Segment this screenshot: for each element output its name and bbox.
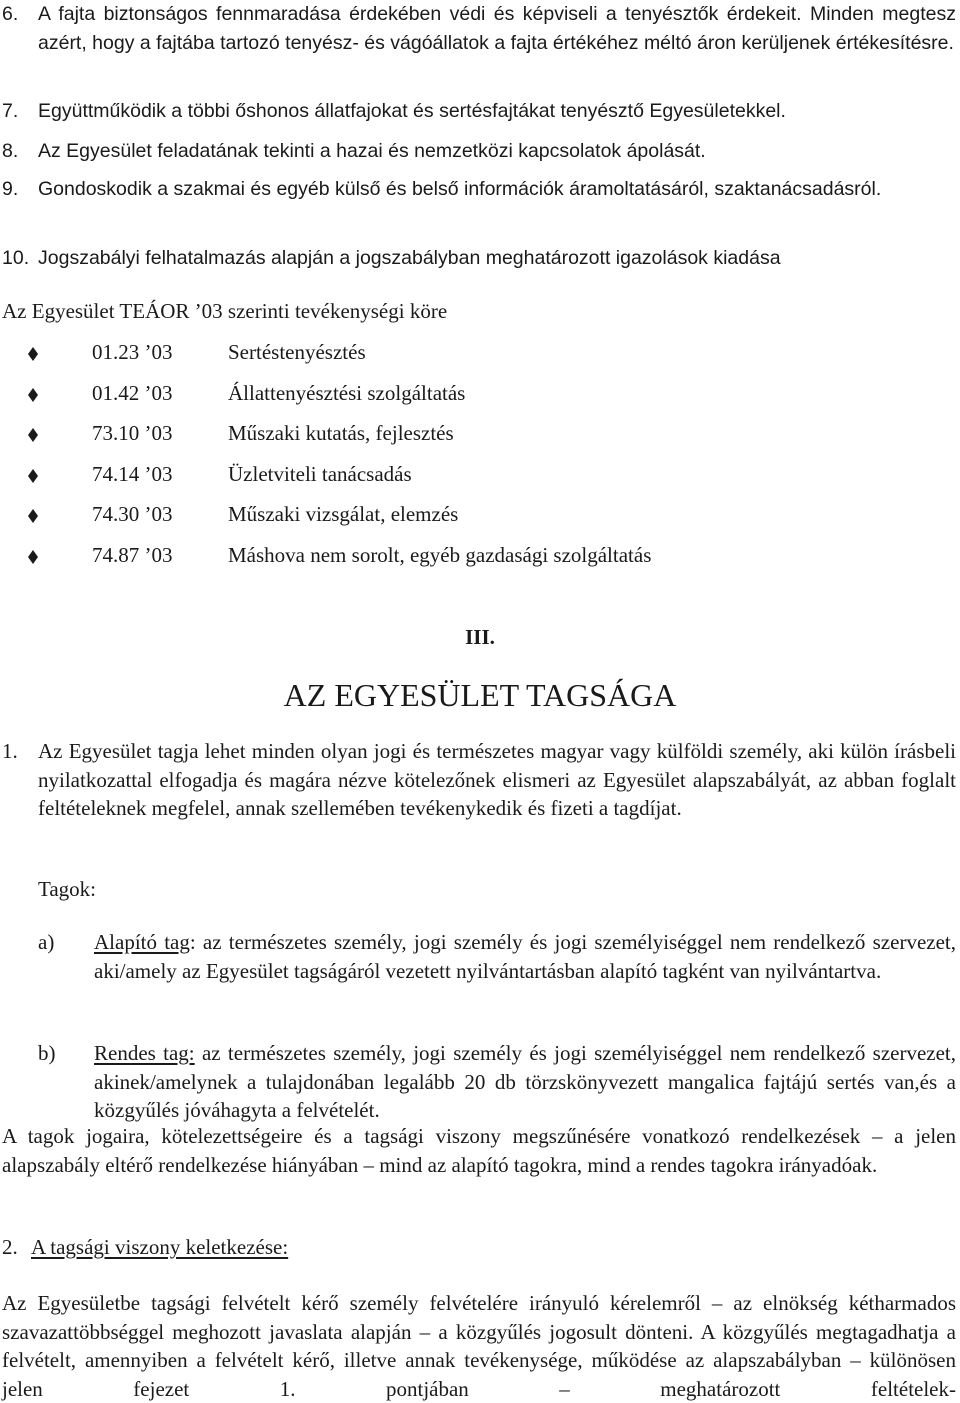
activity-heading: Az Egyesület TEÁOR ’03 szerinti tevékenységi köre [2,299,448,323]
diamond-bullet-icon [28,347,38,361]
activity-code: 74.14 ’03 [92,462,173,486]
paragraph-number: 1. [2,739,18,763]
list-item [2,244,956,273]
diamond-bullet-icon [28,388,38,402]
activity-description: Műszaki vizsgálat, elemzés [228,502,459,526]
activity-description: Állattenyésztési szolgáltatás [228,381,466,405]
list-item [2,137,956,166]
chapter-number-text: III. [465,625,495,649]
item-text: Együttműködik a többi őshonos állatfajokat és sertésfajtákat tenyésztő Egyesületekkel. [38,100,786,122]
rights-paragraph: A tagok jogaira, kötelezettségeire és a tagsági viszony megszűnésére vonatkozó rendelkezések – a jelen alapszabály eltérő rendelkezése hiányában – mind az alapító tagokra, mind a rendes tagokra irányadóak. [2,1124,956,1177]
member-type-text [94,1039,956,1125]
chapter-title: AZ EGYESÜLET TAGSÁGA [283,677,677,713]
list-item [2,175,956,204]
activity-code: 01.42 ’03 [92,381,173,405]
member-type-item [38,1039,956,1125]
paragraph-2-heading [2,1233,288,1262]
paragraph-title: A tagsági viszony keletkezése: [31,1235,289,1259]
member-type-text [94,928,956,985]
list-item [2,0,956,57]
item-text: A fajta biztonságos fennmaradása érdekében védi és képviseli a tenyésztők érdekeit. Minden megtesz azért, hogy a fajtába tartozó tenyész- és vágóállatok a fajta értékéhez méltó áron kerüljenek értékesítésre. [38,3,956,54]
item-number: 7. [2,100,19,122]
item-number: 6. [2,3,19,25]
item-text: Az Egyesület feladatának tekinti a hazai és nemzetközi kapcsolatok ápolását. [38,140,706,162]
activity-code: 74.30 ’03 [92,502,173,526]
admission-paragraph: Az Egyesületbe tagsági felvételt kérő személy felvételére irányuló kérelemről – az elnökség kétharmados szavazattöbbséggel meghozott javaslata alapján – a közgyűlés jogosult dönteni. A közgyűlés megtagadhatja a felvételt, amennyiben a felvételt kérő, illetve annak tevékenysége, működése az alapszabályban – különösen jelen fejezet 1. pontjában – meghatározott feltételek- [2,1291,956,1401]
paragraph-number: 2. [2,1235,18,1259]
members-label: Tagok: [38,877,97,901]
item-text: Jogszabályi felhatalmazás alapján a jogszabályban meghatározott igazolások kiadása [38,247,781,269]
diamond-bullet-icon [28,550,38,564]
item-number: 9. [2,178,19,200]
activity-description: Üzletviteli tanácsadás [228,462,412,486]
member-type-description: : az természetes személy, jogi személy és jogi személyiséggel nem rendelkező szervezet, aki/amely az Egyesület tagságáról vezetett nyilvántartásban alapító tagként van nyilvántartva. [94,930,956,983]
member-type-description: az természetes személy, jogi személy és jogi személyiséggel nem rendelkező szervezet, akinek/amelynek a tulajdonában legalább 20 db törzskönyvezett mangalica fajtájú sertés van,és a közgyűlés jóváhagyta a felvételét. [94,1041,956,1122]
member-type-term: Rendes tag: [94,1041,195,1065]
member-type-label: a) [38,930,55,954]
activity-code: 73.10 ’03 [92,421,173,445]
diamond-bullet-icon [28,428,38,442]
item-text: Gondoskodik a szakmai és egyéb külső és belső információk áramoltatásáról, szaktanácsadásról. [38,178,882,200]
item-number: 10. [2,247,30,269]
paragraph-text: Az Egyesület tagja lehet minden olyan jogi és természetes magyar vagy külföldi személy, aki külön írásbeli nyilatkozattal elfogadja és magára nézve kötelezőnek elismeri az Egyesület alapszabályát, az abban foglalt feltételeknek megfelel, annak szellemében tevékenykedik és fizeti a tagdíjat. [38,739,956,820]
member-type-term: Alapító tag [94,930,190,954]
activity-description: Máshova nem sorolt, egyéb gazdasági szolgáltatás [228,543,652,567]
paragraph-1 [0,737,956,823]
chapter-number [0,623,960,652]
activity-code: 74.87 ’03 [92,543,173,567]
member-type-label: b) [38,1041,56,1065]
diamond-bullet-icon [28,469,38,483]
activity-description: Műszaki kutatás, fejlesztés [228,421,454,445]
activity-description: Sertéstenyésztés [228,340,366,364]
activity-code: 01.23 ’03 [92,340,173,364]
list-item [2,97,956,126]
diamond-bullet-icon [28,509,38,523]
member-type-item [38,928,956,985]
item-number: 8. [2,140,19,162]
